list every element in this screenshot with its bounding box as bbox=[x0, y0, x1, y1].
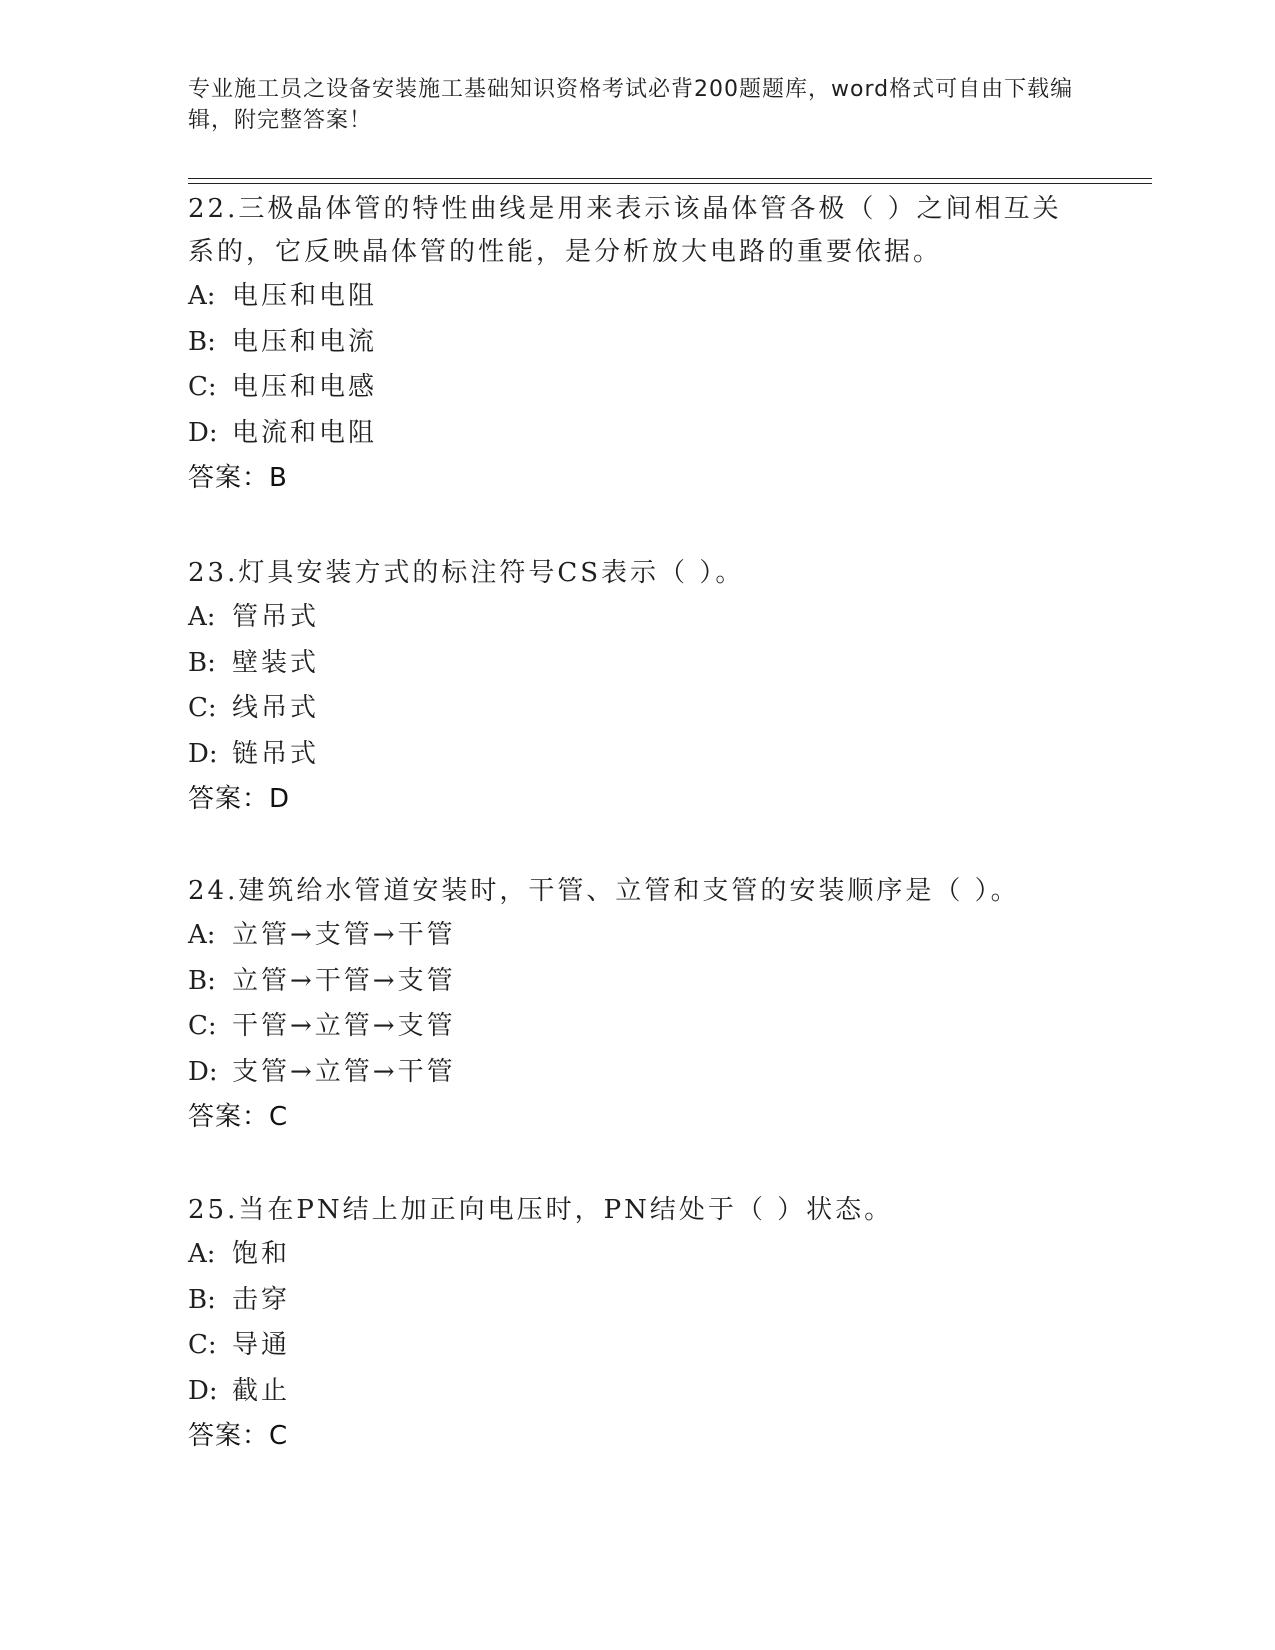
option-text: 电压和电阻 bbox=[232, 281, 378, 311]
option-text: 链吊式 bbox=[232, 738, 320, 769]
option-letter: C: bbox=[188, 1011, 217, 1041]
option-letter: B: bbox=[188, 1284, 216, 1315]
option-text: 线吊式 bbox=[232, 693, 320, 723]
option-d bbox=[188, 732, 1088, 778]
option-letter: C: bbox=[188, 1330, 217, 1360]
option-letter: C: bbox=[188, 693, 217, 723]
option-text: 电压和电感 bbox=[232, 372, 378, 402]
option-text: 截止 bbox=[232, 1375, 291, 1406]
question-stem: 25.当在PN结上加正向电压时，PN结处于（ ）状态。 bbox=[188, 1195, 894, 1225]
answer-line: 答案：D bbox=[188, 784, 291, 814]
option-b bbox=[188, 1278, 1088, 1324]
option-c bbox=[188, 1004, 1088, 1050]
header-divider-top bbox=[188, 178, 1152, 179]
option-a bbox=[188, 913, 1088, 959]
option-text: 导通 bbox=[232, 1330, 291, 1360]
question-stem: 23.灯具安装方式的标注符号CS表示（ ）。 bbox=[188, 558, 745, 588]
option-letter: A: bbox=[188, 281, 216, 311]
option-text: 电压和电流 bbox=[232, 326, 378, 357]
option-c bbox=[188, 365, 1088, 411]
option-text: 干管→立管→支管 bbox=[232, 1011, 456, 1041]
question-23 bbox=[188, 552, 1088, 823]
option-letter: B: bbox=[188, 647, 216, 678]
option-text: 立管→支管→干管 bbox=[232, 920, 456, 950]
option-d bbox=[188, 1369, 1088, 1415]
option-a bbox=[188, 274, 1088, 320]
question-24 bbox=[188, 870, 1088, 1141]
question-22 bbox=[188, 188, 1088, 502]
option-c bbox=[188, 1323, 1088, 1369]
option-letter: A: bbox=[188, 920, 216, 950]
option-letter: D: bbox=[188, 1375, 218, 1406]
answer-line: 答案：C bbox=[188, 1102, 289, 1132]
option-text: 管吊式 bbox=[232, 602, 320, 632]
option-letter: D: bbox=[188, 417, 218, 448]
header-divider-bottom bbox=[188, 183, 1152, 184]
option-letter: A: bbox=[188, 1239, 216, 1269]
option-b bbox=[188, 959, 1088, 1005]
option-text: 壁装式 bbox=[232, 647, 320, 678]
question-25 bbox=[188, 1189, 1088, 1460]
option-d bbox=[188, 1050, 1088, 1096]
option-b bbox=[188, 641, 1088, 687]
question-stem: 24.建筑给水管道安装时，干管、立管和支管的安装顺序是（ ）。 bbox=[188, 876, 1020, 906]
option-text: 立管→干管→支管 bbox=[232, 965, 456, 996]
question-stem: 22.三极晶体管的特性曲线是用来表示该晶体管各极（ ）之间相互关系的，它反映晶体管的性能，是分析放大电路的重要依据。 bbox=[188, 194, 1062, 267]
option-letter: D: bbox=[188, 1056, 218, 1087]
option-letter: A: bbox=[188, 602, 216, 632]
document-header: 专业施工员之设备安装施工基础知识资格考试必背200题题库，word格式可自由下载编辑，附完整答案！ bbox=[188, 77, 1074, 133]
option-b bbox=[188, 320, 1088, 366]
answer-line: 答案：C bbox=[188, 1421, 289, 1451]
option-a bbox=[188, 1232, 1088, 1278]
option-d bbox=[188, 411, 1088, 457]
option-c bbox=[188, 686, 1088, 732]
answer-line: 答案：B bbox=[188, 463, 288, 493]
option-text: 电流和电阻 bbox=[232, 417, 378, 448]
option-letter: B: bbox=[188, 326, 216, 357]
option-letter: B: bbox=[188, 965, 216, 996]
option-text: 击穿 bbox=[232, 1284, 291, 1315]
option-letter: C: bbox=[188, 372, 217, 402]
option-a bbox=[188, 595, 1088, 641]
option-letter: D: bbox=[188, 738, 218, 769]
option-text: 支管→立管→干管 bbox=[232, 1056, 456, 1087]
option-text: 饱和 bbox=[232, 1239, 291, 1269]
